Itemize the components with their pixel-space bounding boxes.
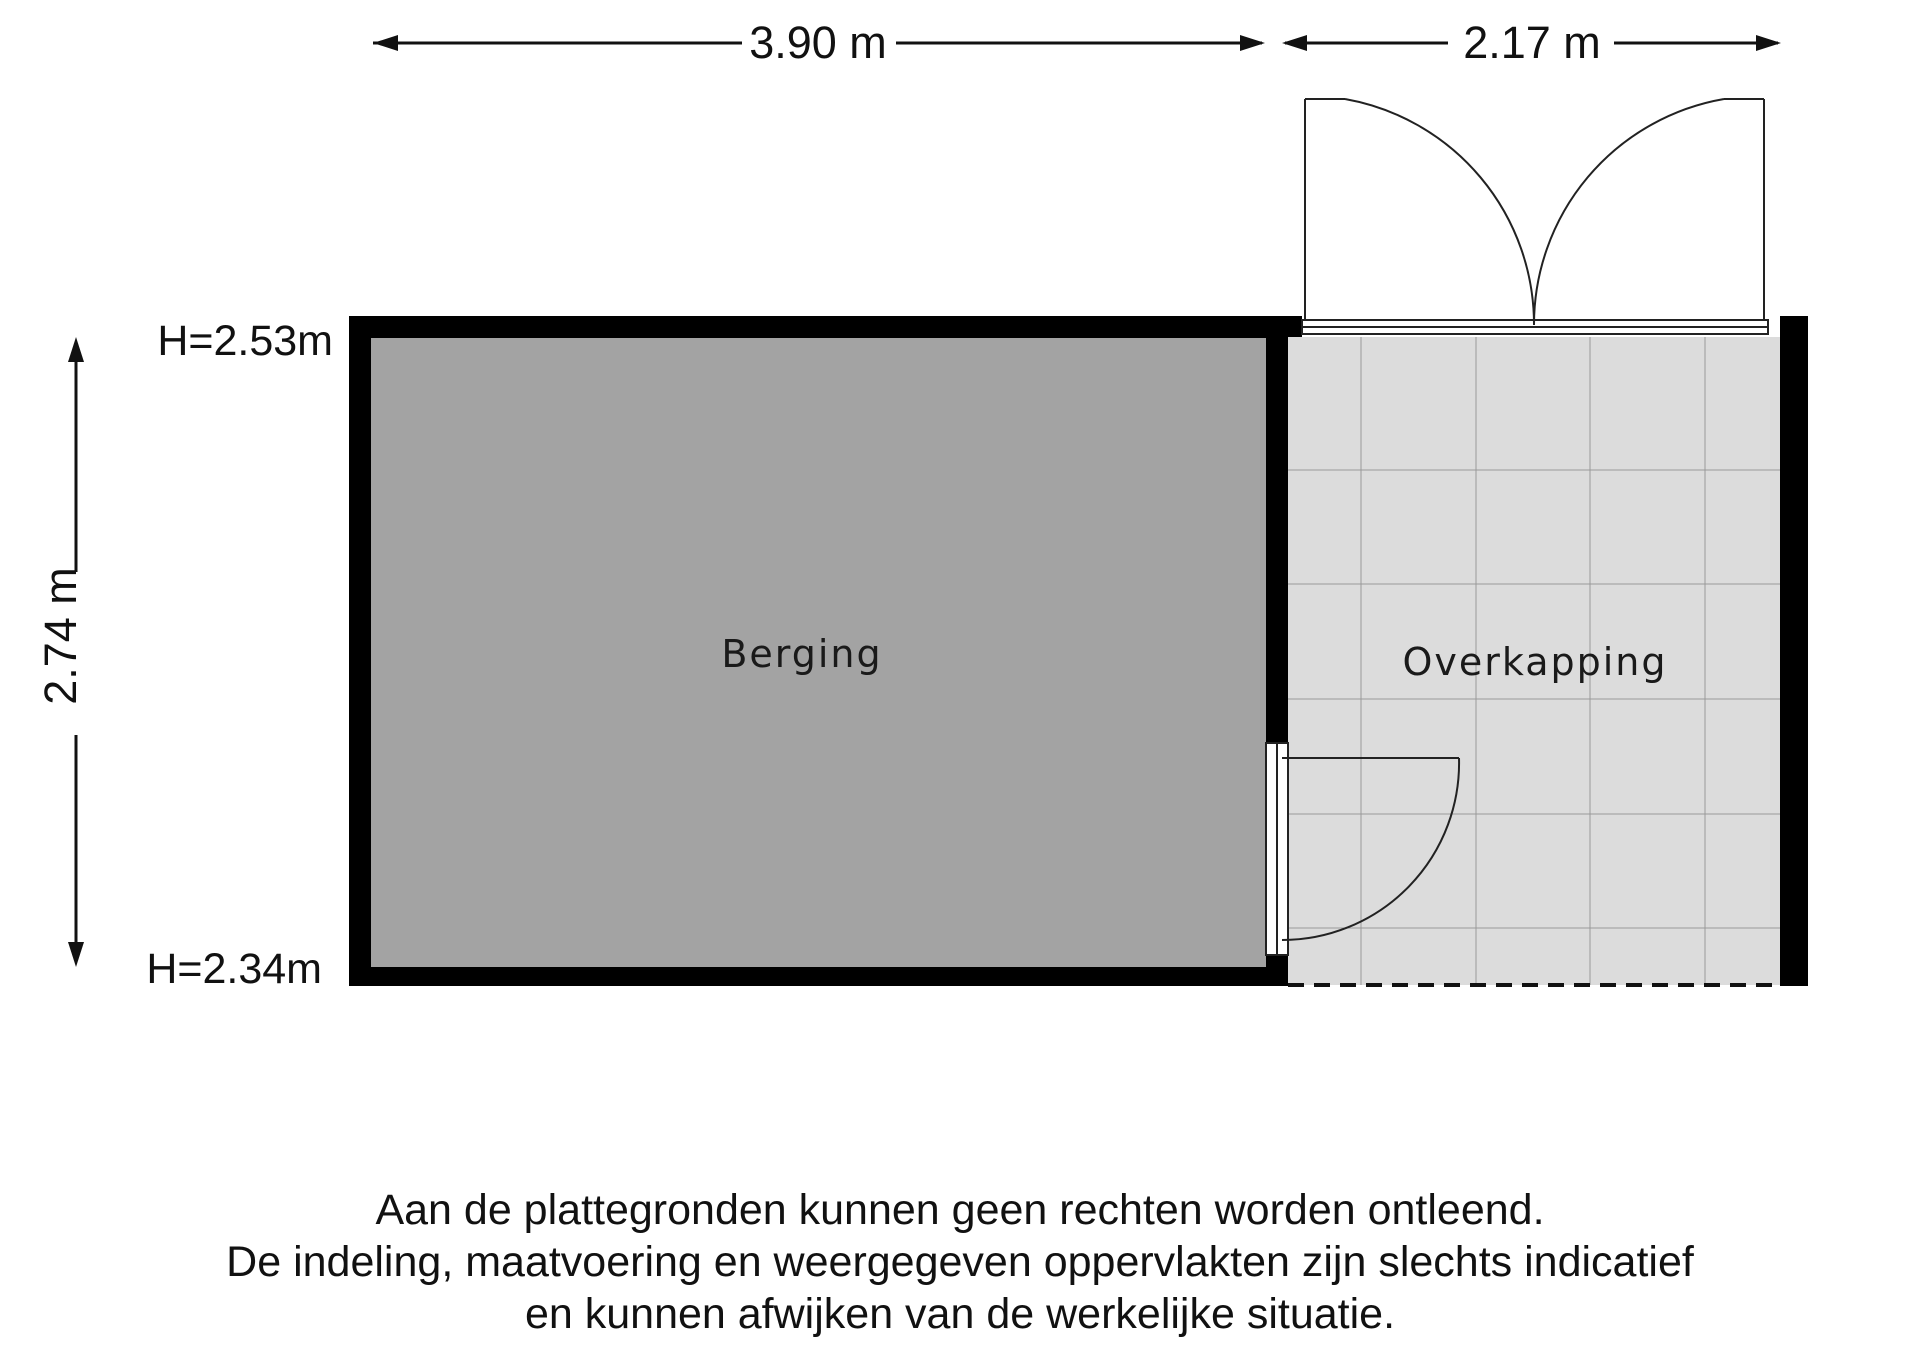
width-berging-label: 3.90 m: [749, 17, 887, 68]
disclaimer-line-2: De indeling, maatvoering en weergegeven oppervlakten zijn slechts indicatief: [226, 1238, 1694, 1286]
room-label-berging: Berging: [721, 632, 883, 676]
height-bottom-label: H=2.34m: [146, 945, 322, 993]
arrow-right-icon: [1240, 35, 1265, 51]
disclaimer: [0, 1184, 1920, 1340]
dimension-depth: [35, 337, 86, 967]
arrow-left-icon: [1282, 35, 1307, 51]
room-berging: [349, 316, 1288, 986]
height-top-label: H=2.53m: [157, 317, 333, 365]
arrow-left-icon: [373, 35, 398, 51]
width-overkapping-label: 2.17 m: [1463, 17, 1601, 68]
double-door: [1302, 99, 1768, 334]
dimension-width-berging: [373, 17, 1265, 68]
room-label-overkapping: Overkapping: [1402, 640, 1668, 684]
room-overkapping: [1288, 316, 1808, 986]
depth-label: 2.74 m: [35, 567, 86, 705]
disclaimer-line-3: en kunnen afwijken van de werkelijke situatie.: [524, 1290, 1396, 1338]
arrow-up-icon: [68, 337, 84, 362]
arrow-right-icon: [1756, 35, 1781, 51]
disclaimer-line-1: Aan de plattegronden kunnen geen rechten worden ontleend.: [375, 1186, 1545, 1234]
dimension-width-overkapping: [1282, 17, 1781, 68]
arrow-down-icon: [68, 942, 84, 967]
